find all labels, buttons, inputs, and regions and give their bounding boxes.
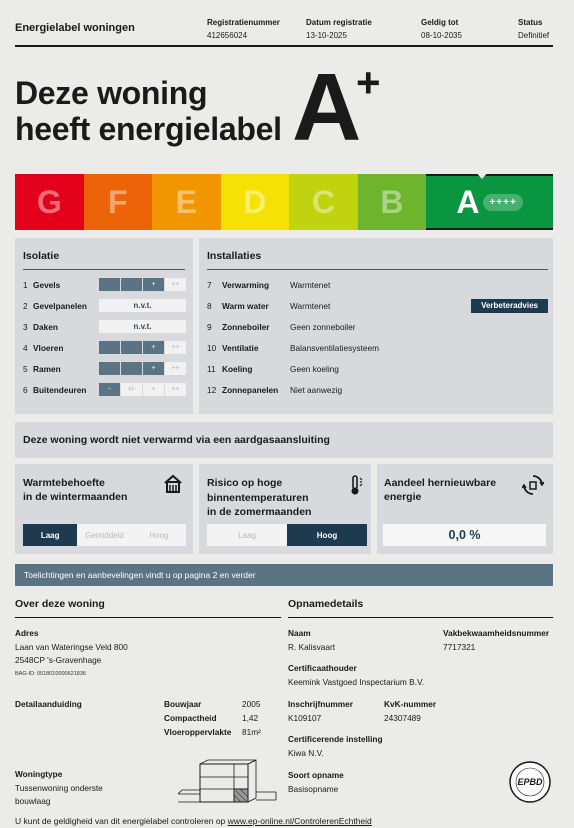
opname-title: Opnamedetails [288, 598, 364, 610]
kvk-value: 24307489 [384, 713, 421, 723]
risico-scale [207, 524, 367, 546]
verbeteradvies-button[interactable]: Verbeteradvies [471, 299, 548, 313]
energy-class-g [15, 174, 84, 230]
row-number: 1 [23, 279, 28, 290]
bouwjaar-label: Bouwjaar [164, 699, 202, 709]
row-value: Warmtenet [290, 300, 331, 311]
energy-class-letter: A [456, 183, 480, 220]
isolatie-row [23, 274, 189, 295]
row-label: Verwarming [222, 279, 270, 290]
vakbekwaamheid-label: Vakbekwaamheidsnummer [443, 628, 550, 638]
row-number: 6 [23, 384, 28, 395]
isolatie-row [23, 379, 189, 400]
cert-instelling-label: Certificerende instelling [288, 734, 383, 744]
footer-link[interactable]: www.ep-online.nl/ControlerenEchtheid [227, 816, 372, 826]
cert-instelling-value: Kiwa N.V. [288, 748, 324, 758]
footer-text: U kunt de geldigheid van dit energielabel controleren op [15, 816, 228, 826]
building-illustration [178, 758, 278, 808]
warmtebehoefte-title: Warmtebehoefte in de wintermaanden [23, 477, 128, 503]
installatie-row [207, 358, 548, 379]
installatie-row [207, 379, 548, 400]
bouwjaar-value: 2005 [242, 699, 261, 709]
header-divider [15, 45, 553, 47]
soort-opname-label: Soort opname [288, 770, 344, 780]
energy-class-c [289, 174, 358, 230]
adres-line2: 2548CP 's-Gravenhage [15, 655, 102, 665]
installatie-row [207, 316, 548, 337]
row-label: Ramen [33, 363, 61, 374]
risico-option: Laag [207, 524, 287, 546]
woningtype-line1: Tussenwoning onderste [15, 783, 103, 793]
energy-class-b [358, 174, 427, 230]
energy-label-plus: + [356, 59, 381, 106]
isolatie-row [23, 337, 189, 358]
row-label: Gevels [33, 279, 61, 290]
energy-label-letter: A [292, 54, 362, 161]
certificaathouder-label: Certificaathouder [288, 663, 357, 673]
energy-class-letter: D [243, 183, 267, 220]
scale-pointer [474, 170, 490, 179]
over-divider [15, 617, 281, 618]
rating-cell: + [143, 362, 164, 375]
isolatie-divider [23, 269, 185, 270]
naam-label: Naam [288, 628, 311, 638]
energy-class-plus-pill: ++++ [483, 194, 522, 211]
thermometer-icon [346, 474, 364, 496]
gas-banner-text: Deze woning wordt niet verwarmd via een aardgasaansluiting [23, 434, 330, 446]
rating-cell: ++ [165, 278, 186, 291]
energy-class-letter: B [380, 183, 404, 220]
warmtebehoefte-scale [23, 524, 186, 546]
rating-cell: + [143, 383, 164, 396]
installaties-divider [207, 269, 548, 270]
naam-value: R. Kalisvaart [288, 642, 336, 652]
insulation-rating-bar [99, 383, 186, 396]
installatie-row [207, 295, 548, 316]
hernieuwbaar-value: 0,0 % [383, 524, 546, 546]
warmte-option: Gemiddeld [77, 524, 131, 546]
row-value: n.v.t. [99, 299, 186, 312]
installatie-row [207, 337, 548, 358]
row-value: Balansventilatiesysteem [290, 342, 380, 353]
row-label: Gevelpanelen [33, 300, 87, 311]
rating-cell [121, 278, 142, 291]
installaties-panel [199, 238, 553, 414]
isolatie-row [23, 316, 189, 337]
row-label: Koeling [222, 363, 253, 374]
over-title: Over deze woning [15, 598, 105, 610]
vloer-value: 81m² [242, 727, 261, 737]
house-icon [163, 474, 183, 494]
row-value: n.v.t. [99, 320, 186, 333]
epbd-logo-text: EPBD [517, 777, 543, 787]
row-label: Ventilatie [222, 342, 259, 353]
adres-line1: Laan van Wateringse Veld 800 [15, 642, 128, 652]
row-label: Zonnepanelen [222, 384, 279, 395]
footer [15, 816, 372, 826]
row-number: 7 [207, 279, 212, 290]
woningtype-line2: bouwlaag [15, 796, 51, 806]
row-label: Vloeren [33, 342, 64, 353]
woningtype-label: Woningtype [15, 769, 63, 779]
row-label: Warm water [222, 300, 269, 311]
rating-cell: +/- [121, 383, 142, 396]
rating-cell [99, 278, 120, 291]
risico-panel [199, 464, 371, 554]
isolatie-panel [15, 238, 193, 414]
isolatie-row [23, 358, 189, 379]
hernieuwbaar-panel [377, 464, 553, 554]
gas-banner [15, 422, 553, 458]
rating-cell [99, 341, 120, 354]
status: Status Definitief [518, 18, 550, 40]
rating-cell: ++ [165, 341, 186, 354]
registration-number: Registratienummer 412656024 [207, 18, 280, 40]
renewable-icon [522, 474, 544, 496]
inschrijfnummer-label: Inschrijfnummer [288, 699, 354, 709]
row-value: Warmtenet [290, 279, 331, 290]
row-number: 4 [23, 342, 28, 353]
energy-class-letter: C [311, 183, 335, 220]
row-number: 8 [207, 300, 212, 311]
risico-option: Hoog [287, 524, 367, 546]
insulation-rating-bar [99, 362, 186, 375]
energy-class-letter: E [175, 183, 197, 220]
energy-class-letter: G [36, 183, 62, 220]
energy-scale [15, 174, 553, 230]
row-value: Niet aanwezig [290, 384, 343, 395]
rating-cell: + [143, 341, 164, 354]
compactheid-label: Compactheid [164, 713, 217, 723]
hernieuwbaar-title: Aandeel hernieuwbare energie [384, 477, 497, 503]
document-title: Energielabel woningen [15, 22, 135, 34]
kvk-label: KvK-nummer [384, 699, 437, 709]
row-label: Daken [33, 321, 58, 332]
row-value: Geen koeling [290, 363, 339, 374]
energy-class-e [152, 174, 221, 230]
row-number: 10 [207, 342, 217, 353]
row-number: 5 [23, 363, 28, 374]
rating-cell [121, 341, 142, 354]
rating-cell: ++ [165, 362, 186, 375]
registration-date: Datum registratie 13-10-2025 [306, 18, 372, 40]
adres-label: Adres [15, 628, 39, 638]
row-label: Buitendeuren [33, 384, 87, 395]
warmte-option: Hoog [132, 524, 186, 546]
bag-id: BAG-ID: 0518010000621836 [15, 671, 86, 677]
soort-opname-value: Basisopname [288, 784, 339, 794]
insulation-rating-bar [99, 278, 186, 291]
detail-label: Detailaanduiding [15, 699, 82, 709]
certificaathouder-value: Keemink Vastgoed Inspectarium B.V. [288, 677, 425, 687]
insulation-rating-bar [99, 341, 186, 354]
row-number: 12 [207, 384, 217, 395]
row-number: 3 [23, 321, 28, 332]
note-bar: Toelichtingen en aanbevelingen vindt u op pagina 2 en verder [15, 564, 553, 586]
energy-class-letter: F [108, 183, 128, 220]
rating-cell: ++ [165, 383, 186, 396]
row-number: 11 [207, 363, 216, 374]
installatie-row [207, 274, 548, 295]
warmtebehoefte-panel [15, 464, 193, 554]
isolatie-row [23, 295, 189, 316]
installaties-list [207, 274, 548, 400]
energy-class-a [426, 174, 553, 230]
row-number: 2 [23, 300, 28, 311]
installaties-title: Installaties [207, 250, 262, 262]
isolatie-title: Isolatie [23, 250, 60, 262]
compactheid-value: 1,42 [242, 713, 259, 723]
rating-cell: + [143, 278, 164, 291]
risico-title: Risico op hoge binnentemperaturen in de zomermaanden [207, 477, 312, 518]
energy-class-f [84, 174, 153, 230]
energy-class-d [221, 174, 290, 230]
inschrijfnummer-value: K109107 [288, 713, 322, 723]
row-label: Zonneboiler [222, 321, 270, 332]
opname-divider [288, 617, 553, 618]
rating-cell: - [99, 383, 120, 396]
vakbekwaamheid-value: 7717321 [443, 642, 476, 652]
vloer-label: Vloeroppervlakte [164, 727, 232, 737]
rating-cell [121, 362, 142, 375]
row-number: 9 [207, 321, 212, 332]
row-value: Geen zonneboiler [290, 321, 356, 332]
headline: Deze woning heeft energielabel [15, 75, 282, 147]
epbd-logo [508, 760, 552, 804]
warmte-option: Laag [23, 524, 77, 546]
valid-until: Geldig tot 08-10-2035 [421, 18, 462, 40]
rating-cell [99, 362, 120, 375]
isolatie-list [23, 274, 189, 400]
